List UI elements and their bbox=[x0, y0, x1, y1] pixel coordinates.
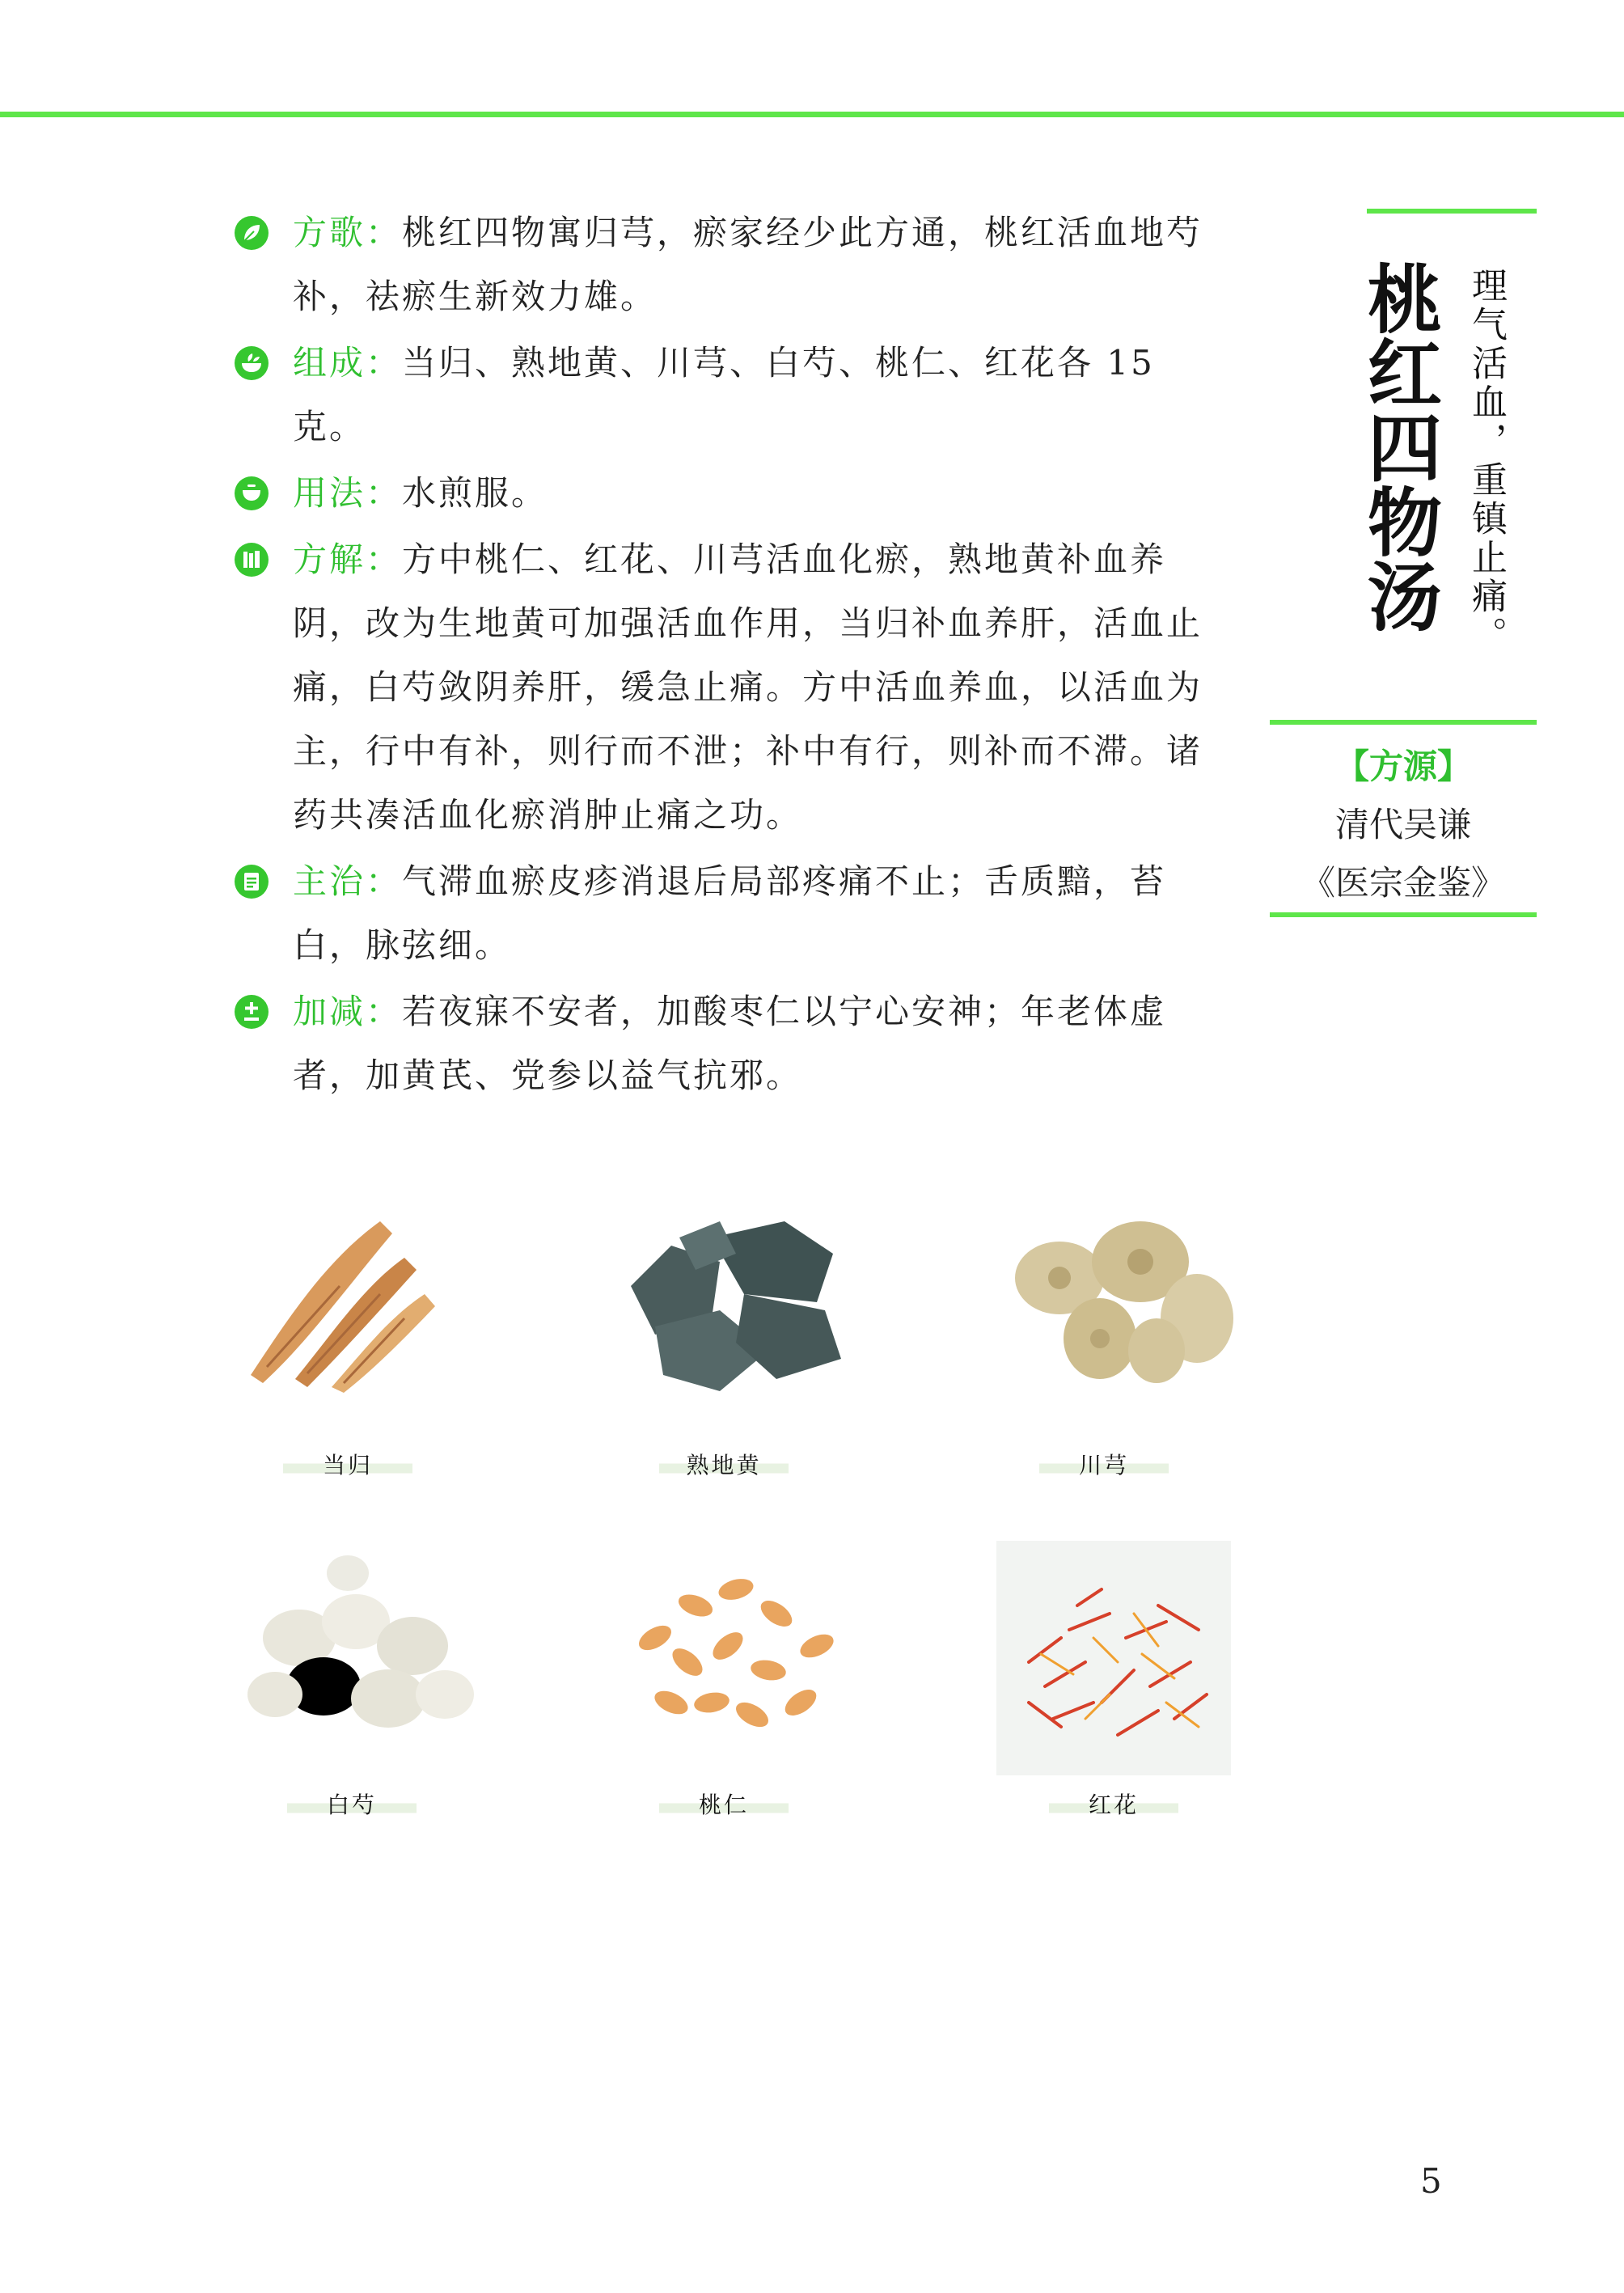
leaf-icon bbox=[235, 216, 269, 250]
entry-label: 方解： bbox=[293, 539, 403, 579]
entry-yongfa bbox=[235, 461, 1237, 525]
source-top-rule bbox=[1270, 720, 1537, 725]
entry-zucheng bbox=[235, 331, 1237, 459]
entry-label: 加减： bbox=[293, 992, 403, 1031]
herb-caption: 桃仁 bbox=[659, 1792, 789, 1819]
source-box bbox=[1270, 738, 1537, 912]
entry-text: 桃红四物寓归芎，瘀家经少此方通，桃红活血地芍补，祛瘀生新效力雄。 bbox=[293, 213, 1203, 316]
source-heading: 【方源】 bbox=[1334, 747, 1471, 786]
honghua-image bbox=[996, 1541, 1231, 1775]
entry-text: 气滞血瘀皮疹消退后局部疼痛不止；舌质黯，苔白，脉弦细。 bbox=[293, 861, 1167, 965]
source-bottom-rule bbox=[1270, 912, 1537, 917]
entry-fangjie bbox=[235, 527, 1237, 847]
baishao-image bbox=[226, 1541, 501, 1751]
formula-title: 桃红四物汤 bbox=[1355, 260, 1443, 632]
book-icon bbox=[235, 543, 269, 577]
entry-zhuzhi bbox=[235, 849, 1237, 977]
entry-text: 水煎服。 bbox=[402, 473, 548, 513]
entry-label: 主治： bbox=[293, 861, 403, 901]
herb-caption: 川芎 bbox=[1039, 1452, 1169, 1479]
plus-minus-icon bbox=[235, 995, 269, 1029]
entry-label: 方歌： bbox=[293, 213, 403, 252]
header-rule bbox=[0, 112, 1624, 117]
herb-bowl-icon bbox=[235, 346, 269, 380]
entry-text: 当归、熟地黄、川芎、白芍、桃仁、红花各 15 克。 bbox=[293, 343, 1155, 446]
shudihuang-image bbox=[598, 1189, 873, 1399]
source-author: 清代吴谦 bbox=[1334, 805, 1471, 844]
formula-sections bbox=[235, 201, 1237, 1110]
formula-subtitle: 理气活血，重镇止痛。 bbox=[1465, 267, 1507, 655]
entry-fangge bbox=[235, 201, 1237, 328]
herb-caption: 当归 bbox=[283, 1452, 412, 1479]
entry-jiajian bbox=[235, 979, 1237, 1107]
chuanxiong-image bbox=[979, 1189, 1254, 1399]
entry-label: 组成： bbox=[293, 343, 403, 383]
danggui-image bbox=[218, 1189, 493, 1399]
entry-text: 若夜寐不安者，加酸枣仁以宁心安神；年老体虚者，加黄芪、党参以益气抗邪。 bbox=[293, 992, 1167, 1095]
herb-caption: 红花 bbox=[1049, 1792, 1178, 1819]
page-number: 5 bbox=[1420, 2161, 1442, 2201]
herb-caption: 熟地黄 bbox=[659, 1452, 789, 1479]
entry-text: 方中桃仁、红花、川芎活血化瘀，熟地黄补血养阴，改为生地黄可加强活血作用，当归补血养肝，活血止痛，白芍敛阴养肝，缓急止痛。方中活血养血，以活血为主，行中有补，则行而不泄；补中有行，则补而不滞。诸药共凑活血化瘀消肿止痛之功。 bbox=[293, 539, 1203, 835]
entry-label: 用法： bbox=[293, 473, 403, 513]
herb-caption: 白芍 bbox=[287, 1792, 417, 1819]
title-top-rule bbox=[1367, 209, 1537, 214]
clipboard-icon bbox=[235, 865, 269, 899]
taoren-image bbox=[598, 1541, 873, 1751]
cup-icon bbox=[235, 476, 269, 510]
source-book: 《医宗金鉴》 bbox=[1300, 863, 1505, 903]
